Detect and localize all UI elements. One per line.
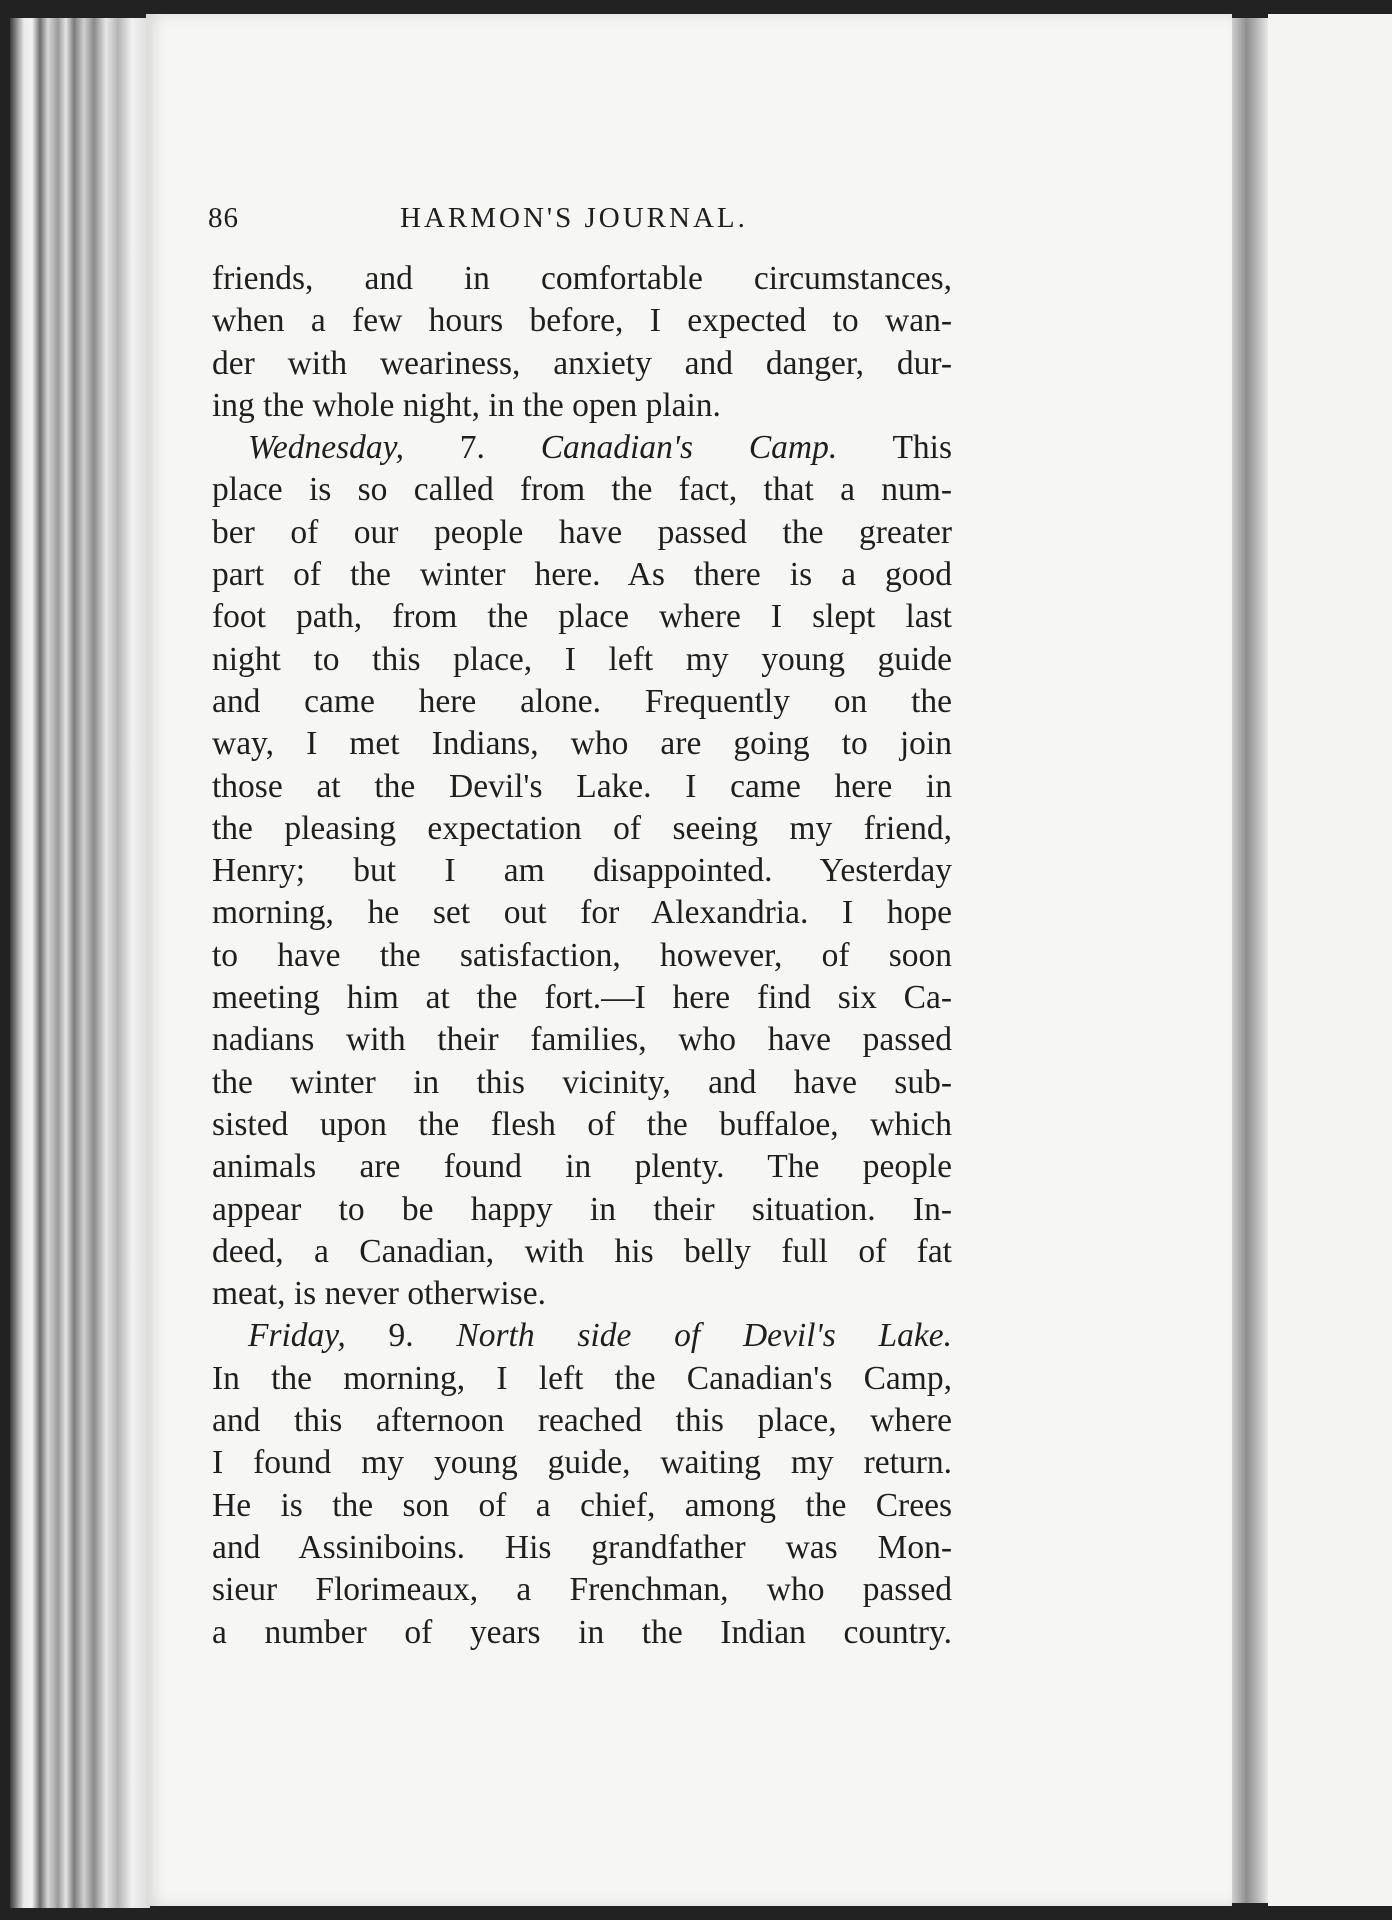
text-line: sisted upon the flesh of the buffaloe, which bbox=[212, 1105, 952, 1143]
text-line: He is the son of a chief, among the Crees bbox=[212, 1486, 952, 1524]
book-spine-edge bbox=[10, 18, 150, 1908]
text-line: der with weariness, anxiety and danger, dur- bbox=[212, 344, 952, 382]
page-gutter-edge bbox=[1232, 18, 1268, 1903]
body-text bbox=[212, 258, 952, 1654]
journal-entry-heading bbox=[212, 1315, 952, 1357]
text-line: In the morning, I left the Canadian's Camp, bbox=[212, 1359, 952, 1397]
entry-text: This bbox=[892, 429, 952, 467]
entry-day: 7. bbox=[459, 429, 485, 467]
running-head bbox=[208, 202, 888, 250]
text-line: the winter in this vicinity, and have sub- bbox=[212, 1063, 952, 1101]
text-line: sieur Florimeaux, a Frenchman, who passed bbox=[212, 1571, 952, 1609]
text-line: those at the Devil's Lake. I came here in bbox=[212, 767, 952, 805]
text-line: I found my young guide, waiting my return. bbox=[212, 1444, 952, 1482]
right-page-margin bbox=[1268, 14, 1392, 1906]
text-line: Henry; but I am disappointed. Yesterday bbox=[212, 852, 952, 890]
text-line: way, I met Indians, who are going to join bbox=[212, 725, 952, 763]
text-line: and Assiniboins. His grandfather was Mon- bbox=[212, 1528, 952, 1566]
text-line: place is so called from the fact, that a num- bbox=[212, 471, 952, 509]
text-line: ber of our people have passed the greater bbox=[212, 513, 952, 551]
entry-place: North side of Devil's Lake. bbox=[456, 1317, 953, 1355]
entry-day: 9. bbox=[388, 1317, 414, 1355]
text-line: nadians with their families, who have passed bbox=[212, 1021, 952, 1059]
text-line: night to this place, I left my young guide bbox=[212, 640, 952, 678]
text-line: and came here alone. Frequently on the bbox=[212, 682, 952, 720]
page-number: 86 bbox=[208, 202, 239, 234]
text-line: meat, is never otherwise. bbox=[212, 1275, 546, 1313]
entry-place: Canadian's Camp. bbox=[540, 429, 838, 467]
text-line: the pleasing expectation of seeing my friend, bbox=[212, 809, 952, 847]
text-line: morning, he set out for Alexandria. I hope bbox=[212, 894, 952, 932]
text-line: foot path, from the place where I slept last bbox=[212, 598, 952, 636]
text-line: deed, a Canadian, with his belly full of fat bbox=[212, 1232, 952, 1270]
text-line: animals are found in plenty. The people bbox=[212, 1148, 952, 1186]
text-line: to have the satisfaction, however, of soon bbox=[212, 936, 952, 974]
entry-date: Wednesday, bbox=[248, 429, 405, 467]
journal-entry-heading bbox=[212, 427, 952, 469]
text-line: part of the winter here. As there is a good bbox=[212, 556, 952, 594]
running-title: HARMON'S JOURNAL. bbox=[400, 202, 748, 234]
text-line: a number of years in the Indian country. bbox=[212, 1613, 952, 1651]
text-line: when a few hours before, I expected to wan- bbox=[212, 302, 952, 340]
text-line: ing the whole night, in the open plain. bbox=[212, 386, 721, 424]
text-line: appear to be happy in their situation. In- bbox=[212, 1190, 952, 1228]
text-line: meeting him at the fort.—I here find six Ca- bbox=[212, 979, 952, 1017]
text-line: friends, and in comfortable circumstances, bbox=[212, 260, 952, 297]
text-line: and this afternoon reached this place, where bbox=[212, 1402, 952, 1440]
entry-date: Friday, bbox=[248, 1317, 346, 1355]
